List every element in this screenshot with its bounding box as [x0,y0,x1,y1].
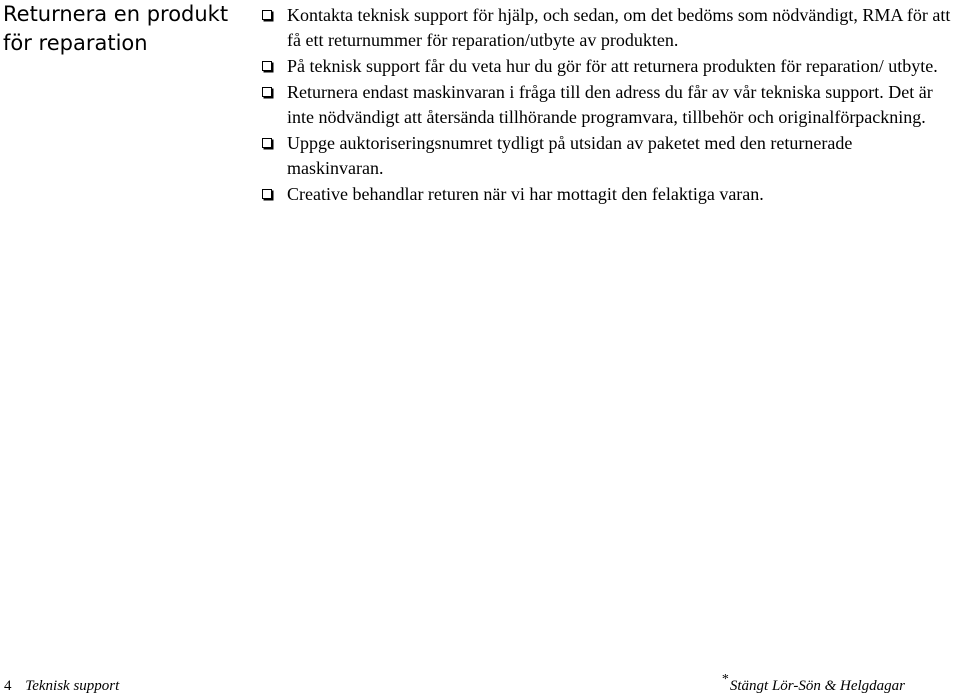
list-item [262,131,952,181]
page-number: 4 [4,678,12,694]
list-item [262,3,952,53]
footnote [721,672,905,697]
list-item-text: Kontakta teknisk support för hjälp, och sedan, om det bedöms som nödvändigt, RMA för att få ett returnummer för reparation/utbyte av produkten. [287,5,951,50]
footnote-marker: * [721,672,729,687]
page-footer [4,676,119,696]
list-item-text: Creative behandlar returen när vi har mottagit den felaktiga varan. [287,184,764,204]
list-item [262,80,952,130]
checkbox-bullet-icon [262,138,272,148]
list-item [262,54,952,79]
list-item-text: Returnera endast maskinvaran i fråga till den adress du får av vår tekniska support. Det är inte nödvändigt att återsända tillhörande programvara, tillbehör och originalförpackning. [287,82,933,127]
checkbox-bullet-icon [262,10,272,20]
list-item-text: På teknisk support får du veta hur du gör för att returnera produkten för reparation/ utbyte. [287,56,938,76]
checkbox-bullet-icon [262,189,272,199]
checkbox-bullet-icon [262,61,272,71]
list-item [262,182,952,207]
list-item-text: Uppge auktoriseringsnumret tydligt på utsidan av paketet med den returnerade maskinvaran. [287,133,853,178]
return-steps-list [262,3,952,208]
footnote-text: Stängt Lör-Sön & Helgdagar [729,678,905,694]
section-title: Returnera en produkt för reparation [3,2,229,55]
footer-section-name: Teknisk support [25,678,120,694]
checkbox-bullet-icon [262,87,272,97]
